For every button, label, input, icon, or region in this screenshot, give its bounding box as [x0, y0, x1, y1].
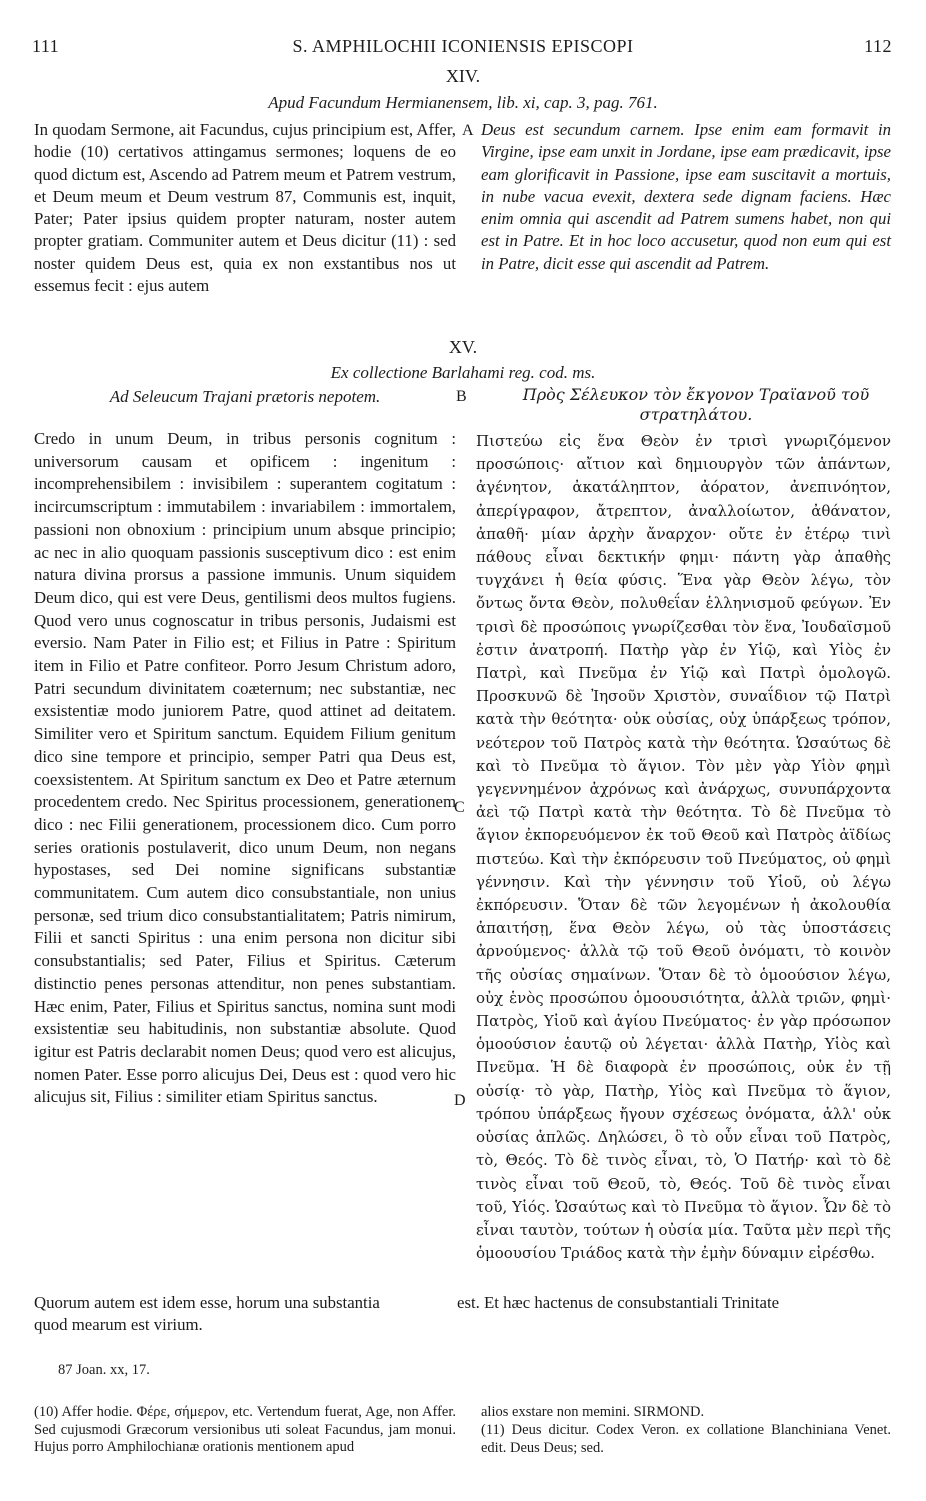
section-14-right-column: [481, 119, 891, 275]
margin-letter-b: B: [456, 388, 467, 405]
footnote-11: (11) Deus dicitur. Codex Veron. ex collatione Blanchiniana Venet. edit. Deus Deus; sed.: [481, 1422, 891, 1456]
section-15-source: Ex collectione Barlahami reg. cod. ms.: [330, 363, 596, 382]
section-14-right-text: Deus est secundum carnem. Ipse enim eam formavit in Virgine, ipse eam unxit in Jordane, ipse eam prædicavit, ipse eam glorificavit in Passione, ipse eam suscitavit a mortuis, in nube vacua evexit, dextera sede dignam faciens. Hæc enim omnia qui ascendit ad Patrem sumens habet, non qui est in Patre. Et in hoc loco accusetur, quod non eum qui est in Patre, dicit esse qui ascendit ad Patrem.: [481, 120, 891, 273]
greek-column: [476, 430, 891, 1265]
section-14-left-column: [34, 119, 456, 297]
section-14-left-text: In quodam Sermone, ait Facundus, cujus principium est, Affer, hodie (10) certativos attingamus sermones; loquens de eo quod dictum est, Ascendo ad Patrem meum et Patrem vestrum, et Deum meum et Deum vestrum 87, Communis est, inquit, Pater; Pater ipsius quidem propter naturam, noster autem propter gratiam. Communiter autem et Deus dicitur (11) : sed noster quidem Deus est, quia ex non exstantibus nos ut essemus fecit : ejus autem: [34, 120, 456, 296]
margin-letter-a: A: [462, 122, 474, 139]
section-14-source: Apud Facundum Hermianensem, lib. xi, cap. 3, pag. 761.: [268, 93, 658, 112]
running-title: S. AMPHILOCHII ICONIENSIS EPISCOPI: [292, 36, 634, 56]
section-14-number: XIV.: [445, 66, 481, 86]
latin-text: Credo in unum Deum, in tribus personis cognitum : universorum causam et opificem : ingenitum : incomprehensibilem : invisibilem : superantem cogitatum : incircumscriptum : immutabilem : invariabilem : immortalem, passioni non obnoxium : principium unum absque principio; ac nec in alio quoquam passionis susceptivum dico : est enim natura divina prorsus a passione immunis. Unum siquidem Deum dico, qui est vere Deus, gentilismi deos multos fugiens. Quod vero unus cognoscatur in tribus personis, Judaismi est eversio. Nam Pater in Filio est; et Filius in Patre : Spiritum item in Filio et Patre confiteor. Porro Jesum Christum adoro, Patri secundum divinitatem coæternum; nec substantiæ, nec exsistentiæ modo juniorem Patre, quod attinet ad deitatem. Similiter vero et Spiritum sanctum. Equidem Filium genitum dico sine tempore et principio, semper Patri qua Deus est, coexsistentem. At Spiritum sanctum ex Deo et Patre æternum procedentem credo. Nec Spiritus processionem, generationem dico : nec Filii generationem, processionem dico. Cum porro series orationis postulaverit, dico unum Deum, non negans hypostases, sed Dei nomine significans substantiæ communitatem. Cum autem dico consubstantiale, non unius personæ, sed trium dico consubstantialitatem; Patris nimirum, Filii et sancti Spiritus : una enim persona non dicitur sibi consubstantialis; sed Pater, Filius et Spiritus. Cæterum distinctio penes personas attenditur, non penes substantiam. Hæc enim, Pater, Filius et Spiritus sanctus, nomina sunt modi exsistentiæ seu habitudinis, non substantiæ absolute. Quod igitur est Patris declarabit nomen Deus; quod vero est alicujus, nomen Pater. Esse porro alicujus Dei, Deus est : quod vero hic alicujus sit, Filius : similiter etiam Spiritus sanctus.: [34, 429, 456, 1107]
greek-title: Πρὸς Σέλευκον τὸν ἔκγονον Τραϊανοῦ τοῦ στρατηλάτου.: [522, 385, 870, 424]
margin-letter-d: D: [454, 1092, 466, 1109]
closing-line-left: Quorum autem est idem esse, horum una substantia: [34, 1293, 380, 1312]
greek-text: Πιστεύω εἰς ἕνα Θεὸν ἐν τρισὶ γνωριζόμενον προσώποις· αἴτιον καὶ δημιουργὸν τῶν ἁπάντων, ἀγένητον, ἀκατάληπτον, ἀόρατον, ἀνεπινόητον, ἀπερίγραφον, ἄτρεπτον, ἀναλλοίωτον, ἀθάνατον, ἀπαθῆ· μίαν ἀρχὴν ἄναρχον· οὔτε ἐν ἑτέρῳ τινὶ πάθους εἶναι δεκτικήν φημι· πάντη γὰρ ἀπαθὴς τυγχάνει ἡ θεία φύσις. Ἕνα γὰρ Θεὸν λέγω, τὸν ὄντως ὄντα Θεὸν, πολυθεΐαν ἑλληνισμοῦ φεύγων. Ἐν τρισὶ δὲ προσώποις γνωρίζεσθαι τὸν ἕνα, Ἰουδαϊσμοῦ ἐστιν ἀνατροπή. Πατὴρ γὰρ ἐν Υἱῷ, καὶ Υἱὸς ἐν Πατρὶ, καὶ Πνεῦμα ἐν Υἱῷ καὶ Πατρὶ ὁμολογῶ. Προσκυνῶ δὲ Ἰησοῦν Χριστὸν, συναΐδιον τῷ Πατρὶ κατὰ τὴν θεότητα· οὐκ οὐσίας, οὐχ ὑπάρξεως τρόπον, νεότερον τοῦ Πατρὸς κατὰ τὴν θεότητα. Ὡσαύτως δὲ καὶ τὸ Πνεῦμα τὸ ἅγιον. Τὸν μὲν γὰρ Υἱὸν φημὶ γεγεννημένον ἀχρόνως καὶ ἀνάρχως, συνυπάρχοντα ἀεὶ τῷ Πατρὶ κατὰ τὴν θεότητα. Τὸ δὲ Πνεῦμα τὸ ἅγιον ἐκπορευόμενον ἐκ τοῦ Θεοῦ καὶ Πατρὸς ἀϊδίως πιστεύω. Καὶ τὴν ἐκπόρευσιν τοῦ Πνεύματος, οὐ φημὶ γέννησιν. Καὶ τὴν γέννησιν τοῦ Υἱοῦ, οὐ λέγω ἐκπόρευσιν. Ὅταν δὲ τῶν λεγομένων ἡ ἀκολουθία ἀπαιτήσῃ, ἕνα Θεὸν λέγω, οὐ τὰς ὑποστάσεις ἀρνούμενος· ἀλλὰ τῷ τοῦ Θεοῦ ὀνόματι, τὸ κοινὸν τῆς οὐσίας σημαίνων. Ὅταν δὲ τὸ ὁμοούσιον λέγω, οὐχ ἑνὸς προσώπου ὁμοουσιότητα, ἀλλὰ τριῶν, φημὶ· Πατρὸς, Υἱοῦ καὶ ἁγίου Πνεύματος· ἐν γὰρ πρόσωπον ὁμοούσιον ἑαυτῷ οὐ λέγεται· ἀλλὰ Πατὴρ, Υἱὸς καὶ Πνεῦμα. Ἡ δὲ διαφορὰ ἐν προσώποις, οὐκ ἐν τῇ οὐσίᾳ· τὸ γὰρ, Πατὴρ, Υἱὸς καὶ Πνεῦμα τὸ ἅγιον, τρόπου ὑπάρξεως ἤγουν σχέσεως ὀνόματα, ἀλλ' οὐκ οὐσίας ἁπλῶς. Δηλώσει, ὃ τὸ οὖν εἶναι τοῦ Πατρὸς, τὸ, Θεός. Τὸ δὲ τινὸς εἶναι, τὸ, Ὁ Πατήρ· καὶ τὸ δὲ τινὸς εἶναι τοῦ Θεοῦ, τὸ, Θεός. Τοῦ δὲ τινὸς εἶναι τοῦ, Υἱός. Ὡσαύτως καὶ τὸ Πνεῦμα τὸ ἅγιον. Ὧν δὲ τὸ εἶναι ταυτὸν, τούτων ἡ οὐσία μία. Ταῦτα μὲν περὶ τῆς ὁμοουσίου Τριάδος κατὰ τὴν ἐμὴν δύναμιν εἰρέσθω.: [476, 432, 891, 1263]
margin-letter-c: C: [454, 799, 465, 816]
latin-title: Ad Seleucum Trajani prætoris nepotem.: [109, 387, 381, 406]
footnote-10: (10) Affer hodie. Φέρε, σήμερον, etc. Vertendum fuerat, Age, non Affer. Sed cujusmodi Græcorum versionibus uti soleat Facundus, jam monui. Hujus porro Amphilochianæ orationis mentionem apud: [34, 1404, 456, 1455]
closing-line-last: quod mearum est virium.: [34, 1315, 203, 1334]
closing-line-right: est. Et hæc hactenus de consubstantiali Trinitate: [457, 1293, 780, 1312]
page-number-right: 112: [864, 36, 892, 56]
latin-column: [34, 428, 456, 1109]
footnote-10-continued: alios exstare non memini. SIRMOND.: [481, 1404, 705, 1420]
section-15-number: XV.: [448, 337, 478, 357]
biblical-note: 87 Joan. xx, 17.: [58, 1362, 150, 1378]
page-number-left: 111: [32, 36, 60, 56]
